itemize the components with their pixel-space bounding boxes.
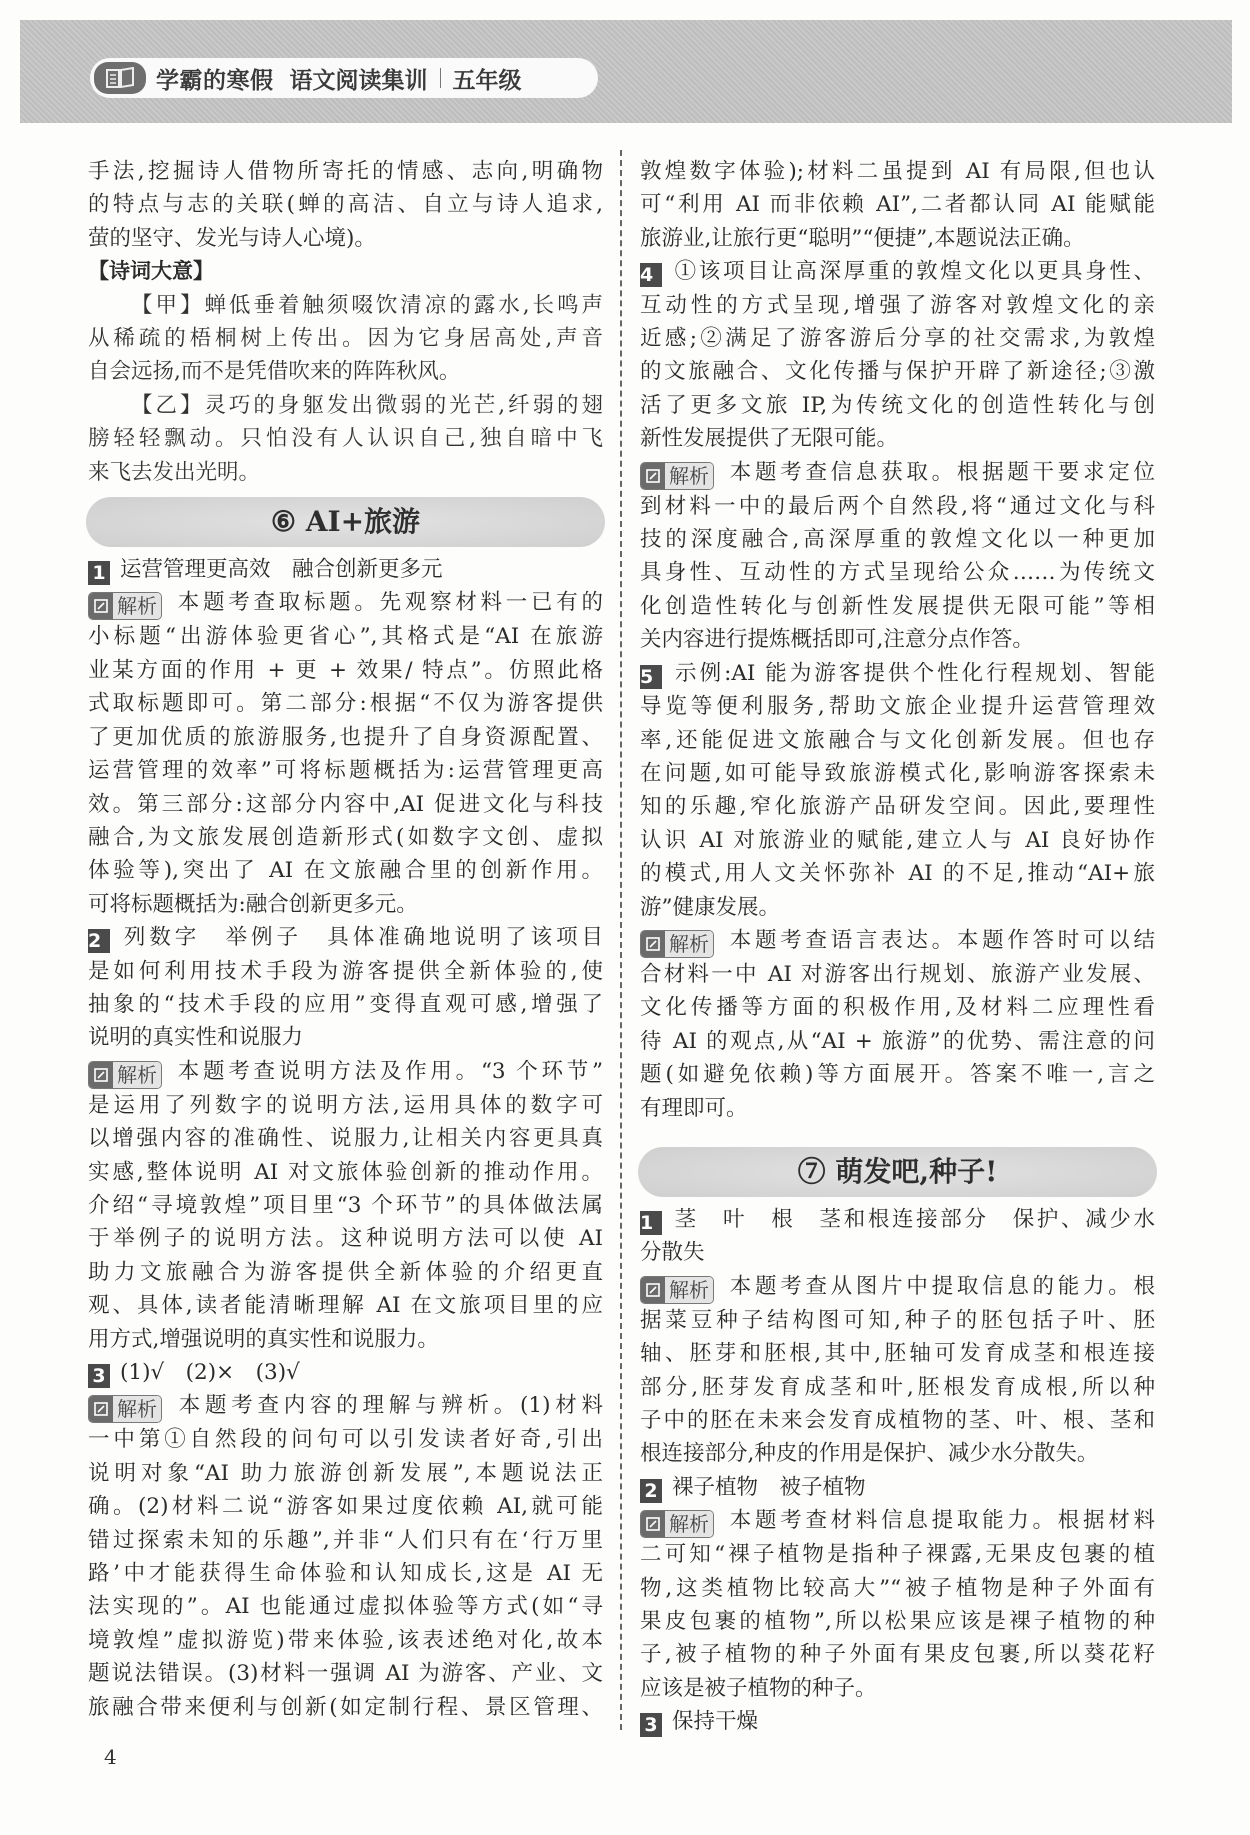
- text-line: 旅游业,让旅行更“聪明”“便捷”,本题说法正确。: [640, 225, 1085, 251]
- right-column: [640, 155, 1155, 1739]
- text-line: 是运用了列数字的说明方法,运用具体的数字可: [88, 1092, 603, 1118]
- text-line: 果皮包裹的植物”,所以松果应该是裸子植物的种: [640, 1609, 1155, 1635]
- text-line: 本题考查取标题。先观察材料一已有的: [174, 590, 603, 616]
- text-line: 本题考查从图片中提取信息的能力。根: [726, 1273, 1155, 1299]
- question-5-answer: [640, 657, 1155, 924]
- text-line: 应该是被子植物的种子。: [640, 1675, 877, 1701]
- analysis-tag: 解析: [640, 1510, 714, 1538]
- text-line: 介绍“寻境敦煌”项目里“3 个环节”的具体做法属: [88, 1192, 603, 1218]
- text-line: 到材料一中的最后两个自然段,将“通过文化与科: [640, 493, 1155, 519]
- analysis-tag: 解析: [640, 930, 714, 958]
- text-line: 分散失: [640, 1240, 705, 1266]
- text-line: 二可知“裸子植物是指种子裸露,无果皮包裹的植: [640, 1542, 1155, 1568]
- text-line: 子,被子植物的种子外面有果皮包裹,所以葵花籽: [640, 1642, 1155, 1668]
- question-number-badge: 1: [640, 1211, 662, 1235]
- text-line: 的特点与志的关联(蝉的高洁、自立与诗人追求,: [88, 192, 603, 218]
- question-3-analysis: [88, 1389, 603, 1724]
- analysis-icon: [641, 1277, 665, 1303]
- question-5-analysis: [640, 924, 1155, 1125]
- text-line: 根连接部分,种皮的作用是保护、减少水分散失。: [640, 1441, 1099, 1467]
- text-line: 物,这类植物比较高大”“被子植物是种子外面有: [640, 1575, 1155, 1601]
- answer-text: (1)√ (2)× (3)√: [120, 1360, 300, 1385]
- text-line: 【乙】灵巧的身躯发出微弱的光芒,纤弱的翅: [131, 392, 603, 418]
- text-line: 说明的真实性和说服力: [88, 1025, 304, 1051]
- text-line: 活了更多文旅 IP,为传统文化的创造性转化与创: [640, 392, 1155, 418]
- text-line: 列数字 举例子 具体准确地说明了该项目: [120, 925, 603, 951]
- intro-paragraph: [88, 155, 603, 255]
- text-line: 自会远扬,而不是凭借吹来的阵阵秋风。: [88, 359, 461, 385]
- text-line: 本题考查说明方法及作用。“3 个环节”: [174, 1058, 603, 1084]
- text-line: 待 AI 的观点,从“AI + 旅游”的优势、需注意的问: [640, 1028, 1155, 1054]
- analysis-tag: 解析: [88, 592, 162, 620]
- section-title: ⑦ 萌发吧,种子!: [797, 1155, 998, 1189]
- text-line: 是如何利用技术手段为游客提供全新体验的,使: [88, 958, 603, 984]
- text-line: 部分,胚芽发育成茎和叶,胚根发育成根,所以种: [640, 1374, 1155, 1400]
- section-7-banner: [638, 1147, 1157, 1197]
- text-line: 从稀疏的梧桐树上传出。因为它身居高处,声音: [88, 326, 603, 352]
- text-line: 近感;②满足了游客游后分享的社交需求,为敦煌: [640, 326, 1155, 352]
- text-line: 错过探索未知的乐趣”,并非“人们只有在‘行万里: [88, 1527, 603, 1553]
- poem-jia-paragraph: [88, 289, 603, 389]
- text-line: 可“利用 AI 而非依赖 AI”,二者都认同 AI 能赋能: [640, 192, 1155, 218]
- text-line: 本题考查语言表达。本题作答时可以结: [726, 927, 1155, 953]
- text-line: 旅融合带来便利与创新(如定制行程、景区管理、: [88, 1694, 603, 1720]
- text-line: 法实现的”。AI 也能通过虚拟体验等方式(如“寻: [88, 1594, 603, 1620]
- text-line: 本题考查材料信息提取能力。根据材料: [726, 1508, 1155, 1534]
- left-column: [88, 155, 603, 1724]
- text-line: 说明对象“AI 助力旅游创新发展”,本题说法正: [88, 1460, 603, 1486]
- text-line: 新性发展提供了无限可能。: [640, 426, 899, 452]
- text-line: 技的深度融合,高深厚重的敦煌文化以一种更加: [640, 527, 1155, 553]
- book-icon: [94, 62, 146, 94]
- question-4-analysis: [640, 456, 1155, 657]
- text-line: 一中第①自然段的问句可以引发读者好奇,引出: [88, 1427, 603, 1453]
- analysis-icon: [89, 593, 113, 619]
- analysis-icon: [641, 931, 665, 957]
- analysis-tag: 解析: [88, 1061, 162, 1089]
- text-line: 在问题,如可能导致旅游模式化,影响游客探索未: [640, 760, 1155, 786]
- section7-question-1-answer: [640, 1203, 1155, 1270]
- answer-text: 保持干燥: [672, 1709, 759, 1735]
- text-line: 式取标题即可。第二部分:根据“不仅为游客提供: [88, 691, 603, 717]
- text-line: 助力文旅融合为游客提供全新体验的介绍更直: [88, 1259, 603, 1285]
- text-line: 示例:AI 能为游客提供个性化行程规划、智能: [672, 660, 1155, 686]
- text-line: 文化传播等方面的积极作用,及材料二应理性看: [640, 995, 1155, 1021]
- poem-meaning-heading: 【诗词大意】: [88, 259, 214, 284]
- question-number-badge: 1: [88, 561, 110, 585]
- section7-question-2-analysis: [640, 1504, 1155, 1705]
- text-line: 子中的胚在未来会发育成植物的茎、叶、根、茎和: [640, 1408, 1155, 1433]
- answer-text: 运营管理更高效 融合创新更多元: [120, 557, 443, 583]
- text-line: 小标题“出游体验更省心”,其格式是“AI 在旅游: [88, 624, 603, 650]
- question-number-badge: 3: [88, 1364, 110, 1388]
- text-line: 题说法错误。(3)材料一强调 AI 为游客、产业、文: [88, 1661, 603, 1687]
- analysis-tag: 解析: [88, 1395, 162, 1423]
- text-line: 来飞去发出光明。: [88, 459, 261, 485]
- text-line: 游”健康发展。: [640, 894, 780, 920]
- text-line: 效。第三部分:这部分内容中,AI 促进文化与科技: [88, 791, 603, 817]
- book-title: 学霸的寒假: [156, 67, 274, 94]
- text-line: 用方式,增强说明的真实性和说服力。: [88, 1326, 439, 1352]
- text-line: 融合,为文旅发展创造新形式(如数字文创、虚拟: [88, 824, 603, 850]
- grade-label: 五年级: [452, 67, 522, 94]
- analysis-tag: 解析: [640, 1276, 714, 1304]
- text-line: 茎 叶 根 茎和根连接部分 保护、减少水: [672, 1206, 1155, 1232]
- book-subtitle: 语文阅读集训: [289, 67, 428, 94]
- section-title: ⑥ AI+旅游: [270, 505, 421, 539]
- text-line: 体验等),突出了 AI 在文旅融合里的创新作用。: [88, 858, 603, 884]
- analysis-icon: [641, 1511, 665, 1537]
- text-line: 膀轻轻飘动。只怕没有人认识自己,独自暗中飞: [88, 426, 603, 452]
- text-line: 认识 AI 对旅游业的赋能,建立人与 AI 良好协作: [640, 827, 1155, 853]
- question-3-answer: [88, 1356, 603, 1389]
- text-line: 导览等便利服务,帮助文旅企业提升运营管理效: [640, 694, 1155, 720]
- question-2-answer: [88, 921, 603, 1055]
- header-separator: [440, 68, 441, 88]
- question-3-analysis-continued: [640, 155, 1155, 255]
- section7-question-1-analysis: [640, 1270, 1155, 1471]
- text-line: 可将标题概括为:融合创新更多元。: [88, 891, 418, 917]
- text-line: 互动性的方式呈现,增强了游客对敦煌文化的亲: [640, 292, 1155, 318]
- text-line: 化创造性转化与创新性发展提供无限可能”等相: [640, 593, 1155, 619]
- text-line: 本题考查信息获取。根据题干要求定位: [726, 459, 1155, 485]
- text-line: 具身性、互动性的方式呈现给公众……为传统文: [640, 560, 1155, 586]
- question-number-badge: 2: [640, 1479, 662, 1503]
- question-1-answer: [88, 553, 603, 586]
- answer-text: 裸子植物 被子植物: [672, 1474, 866, 1500]
- text-line: 合材料一中 AI 对游客出行规划、旅游产业发展、: [640, 961, 1155, 987]
- text-line: 萤的坚守、发光与诗人心境)。: [88, 225, 376, 251]
- text-line: 确。(2)材料二说“游客如果过度依赖 AI,就可能: [88, 1494, 603, 1520]
- text-line: 了更加优质的旅游服务,也提升了自身资源配置、: [88, 724, 603, 750]
- text-line: 观、具体,读者能清晰理解 AI 在文旅项目里的应: [88, 1293, 603, 1319]
- question-number-badge: 2: [88, 929, 110, 953]
- text-line: 题(如避免依赖)等方面展开。答案不唯一,言之: [640, 1062, 1155, 1088]
- section-6-banner: [86, 497, 605, 547]
- text-line: 境敦煌”虚拟游览)带来体验,该表述绝对化,故本: [88, 1627, 603, 1653]
- analysis-icon: [89, 1062, 113, 1088]
- text-line: 率,还能促进文旅融合与文化创新发展。但也存: [640, 727, 1155, 753]
- book-series-header: [90, 58, 598, 98]
- text-line: 轴、胚芽和胚根,其中,胚轴可发育成茎和根连接: [640, 1341, 1155, 1367]
- column-divider: [620, 150, 622, 1730]
- question-4-answer: [640, 255, 1155, 455]
- text-line: 本题考查内容的理解与辨析。(1)材料: [174, 1393, 603, 1419]
- page-number: 4: [104, 1745, 117, 1769]
- analysis-tag: 解析: [640, 462, 714, 490]
- text-line: 的模式,用人文关怀弥补 AI 的不足,推动“AI+旅: [640, 861, 1155, 887]
- text-line: 于举例子的说明方法。这种说明方法可以使 AI: [88, 1226, 603, 1252]
- poem-yi-paragraph: [88, 389, 603, 489]
- analysis-icon: [89, 1396, 113, 1422]
- text-line: 业某方面的作用 + 更 + 效果/ 特点”。仿照此格: [88, 657, 603, 683]
- text-line: 以增强内容的准确性、说服力,让相关内容更具真: [88, 1126, 603, 1152]
- question-1-analysis: [88, 586, 603, 921]
- text-line: 有理即可。: [640, 1095, 748, 1121]
- section7-question-3-answer: [640, 1705, 1155, 1738]
- text-line: 关内容进行提炼概括即可,注意分点作答。: [640, 627, 1034, 653]
- text-line: ①该项目让高深厚重的敦煌文化以更具身性、: [672, 259, 1155, 285]
- text-line: 知的乐趣,窄化旅游产品研发空间。因此,要理性: [640, 794, 1155, 820]
- section7-question-2-answer: [640, 1471, 1155, 1504]
- text-line: 路’中才能获得生命体验和认知成长,这是 AI 无: [88, 1561, 603, 1587]
- question-2-analysis: [88, 1055, 603, 1356]
- text-line: 的文旅融合、文化传播与保护开辟了新途径;③激: [640, 359, 1155, 385]
- question-number-badge: 5: [640, 665, 662, 689]
- text-line: 运营管理的效率”可将标题概括为:运营管理更高: [88, 758, 603, 784]
- text-line: 实感,整体说明 AI 对文旅体验创新的推动作用。: [88, 1159, 603, 1185]
- text-line: 【甲】蝉低垂着触须啜饮清凉的露水,长鸣声: [131, 292, 603, 318]
- analysis-icon: [641, 463, 665, 489]
- text-line: 抽象的“技术手段的应用”变得直观可感,增强了: [88, 991, 603, 1017]
- text-line: 手法,挖掘诗人借物所寄托的情感、志向,明确物: [88, 159, 603, 184]
- question-number-badge: 4: [640, 263, 662, 287]
- text-line: 据菜豆种子结构图可知,种子的胚包括子叶、胚: [640, 1307, 1155, 1333]
- question-number-badge: 3: [640, 1713, 662, 1737]
- text-line: 敦煌数字体验);材料二虽提到 AI 有局限,但也认: [640, 159, 1155, 184]
